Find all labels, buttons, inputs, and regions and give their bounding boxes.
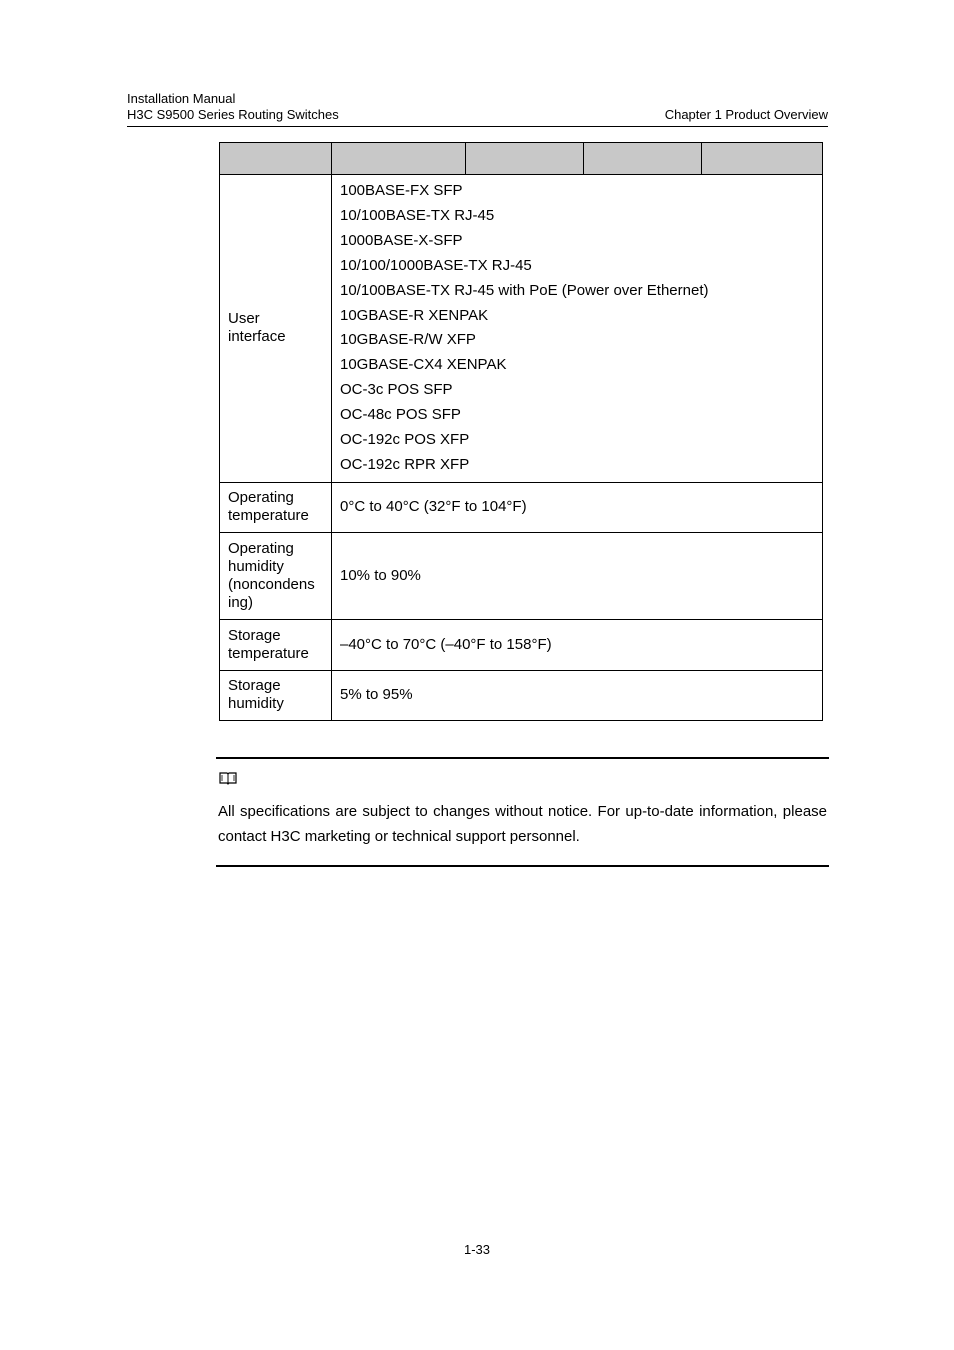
table-row: [220, 532, 823, 619]
table-row: [220, 482, 823, 532]
note-text: All specifications are subject to changes without notice. For up-to-date information, please contact H3C marketing or technical support personnel.: [218, 803, 827, 845]
list-item: 10/100/1000BASE-TX RJ-45: [340, 256, 532, 274]
row-value: 5% to 95%: [332, 670, 823, 720]
list-item: 10GBASE-R XENPAK: [340, 306, 489, 324]
book-icon: [219, 771, 237, 785]
list-item: 10GBASE-CX4 XENPAK: [340, 356, 507, 374]
note-box: [216, 757, 829, 867]
row-label: User interface: [220, 175, 332, 483]
list-item: OC-192c POS XFP: [340, 431, 470, 449]
list-item: OC-48c POS SFP: [340, 406, 461, 424]
list-item: 10/100BASE-TX RJ-45 with PoE (Power over Ethernet): [340, 281, 709, 299]
manual-title-line2: H3C S9500 Series Routing Switches: [127, 107, 339, 122]
table-row: [220, 670, 823, 720]
table-header-cell: [466, 143, 584, 175]
table-row: [220, 619, 823, 670]
table-header-cell: [332, 143, 466, 175]
table-header-cell: [584, 143, 702, 175]
row-value: 10% to 90%: [332, 532, 823, 619]
list-item: 100BASE-FX SFP: [340, 182, 463, 199]
row-value: –40°C to 70°C (–40°F to 158°F): [332, 619, 823, 670]
list-item: 10/100BASE-TX RJ-45: [340, 206, 495, 224]
table-header-cell: [220, 143, 332, 175]
row-label: Operating temperature: [220, 482, 332, 532]
list-item: 10GBASE-R/W XFP: [340, 331, 476, 349]
chapter-title: Chapter 1 Product Overview: [664, 107, 828, 122]
page-number: 1-33: [463, 1242, 491, 1257]
manual-title: [127, 91, 339, 123]
list-item: OC-192c RPR XFP: [340, 455, 470, 473]
interface-list: [340, 175, 814, 482]
page-header: [127, 91, 828, 127]
table-header-row: [220, 143, 823, 175]
row-value: [332, 175, 823, 483]
manual-title-line1: Installation Manual: [127, 91, 236, 106]
row-label: Operating humidity (noncondens ing): [220, 532, 332, 619]
spec-table: [219, 142, 823, 721]
row-label: Storage temperature: [220, 619, 332, 670]
table-header-cell: [702, 143, 823, 175]
list-item: 1000BASE-X-SFP: [340, 231, 463, 249]
row-value: 0°C to 40°C (32°F to 104°F): [332, 482, 823, 532]
list-item: OC-3c POS SFP: [340, 381, 453, 399]
row-label: Storage humidity: [220, 670, 332, 720]
table-row: [220, 175, 823, 483]
